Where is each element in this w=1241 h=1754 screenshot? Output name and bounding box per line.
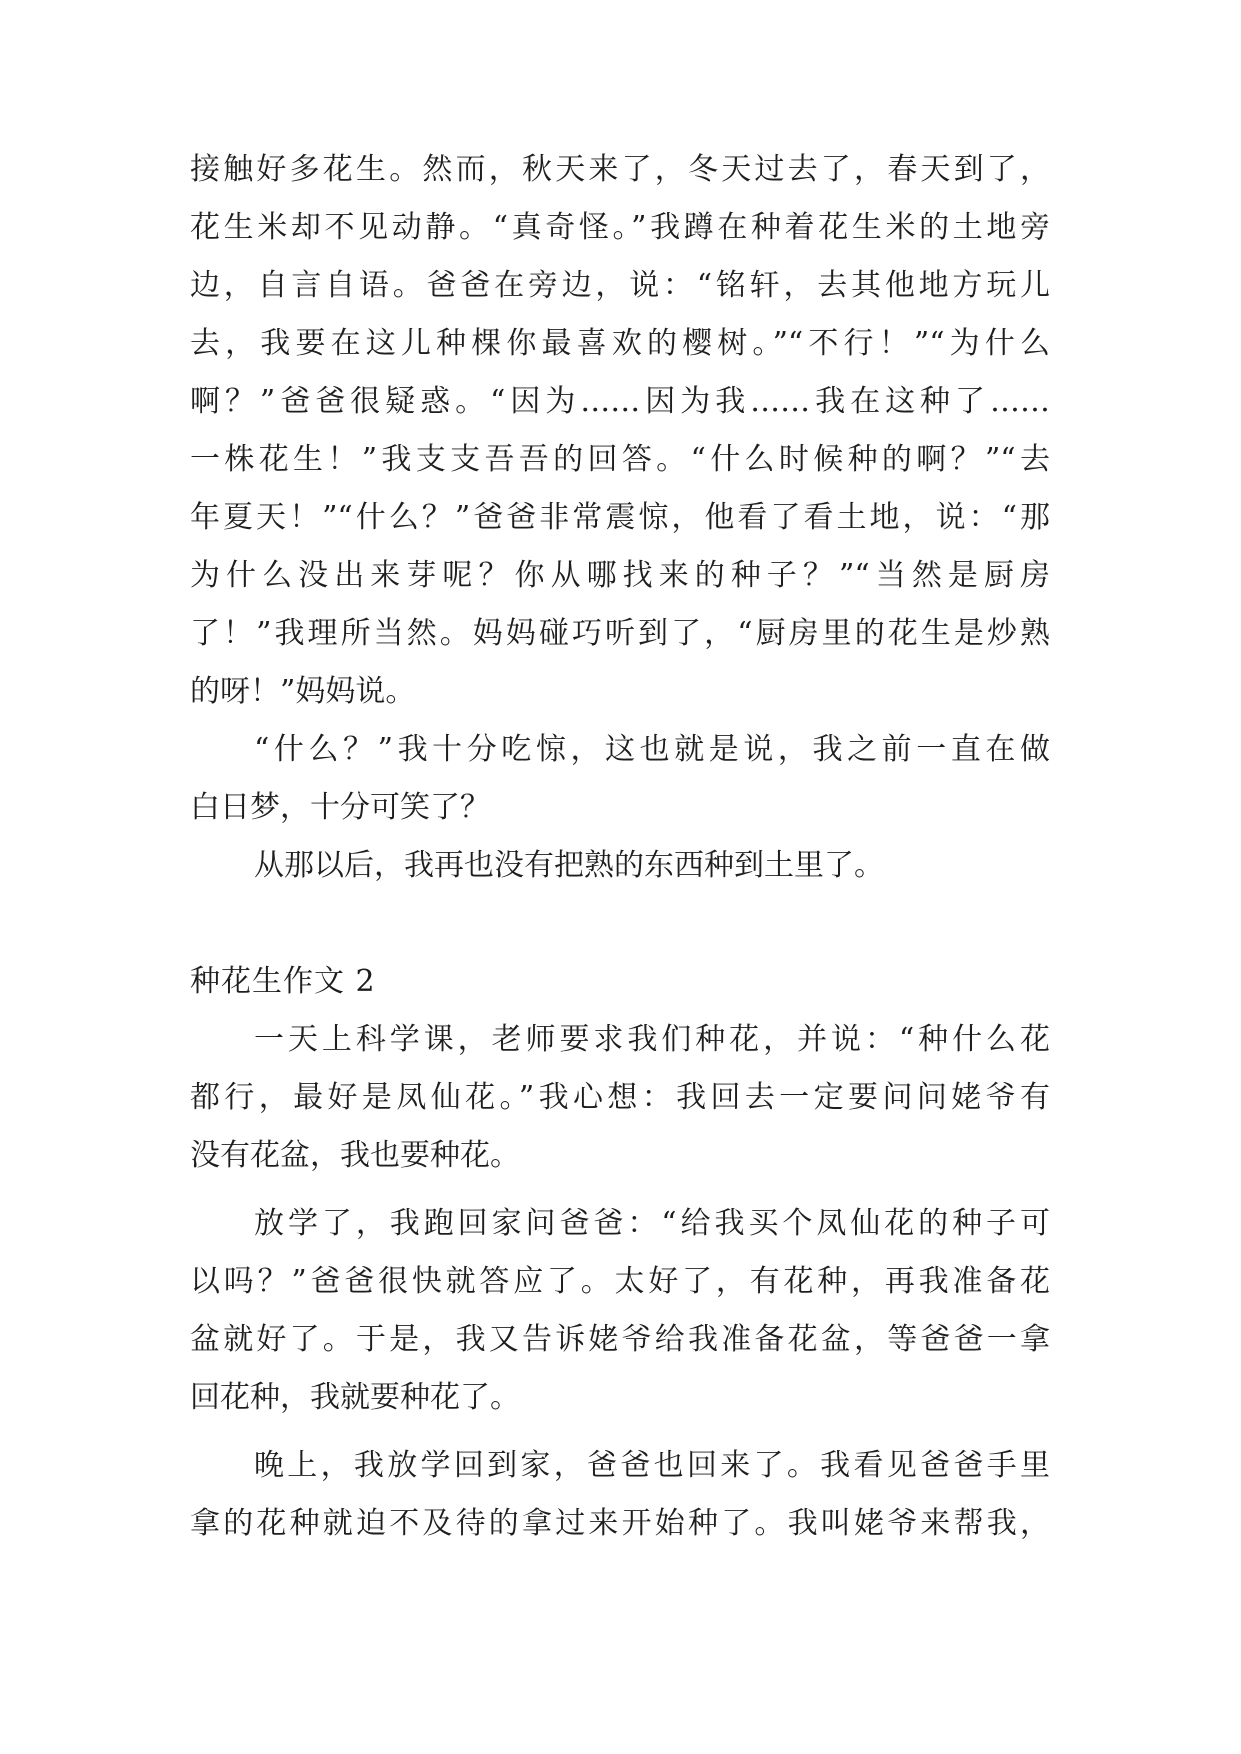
section-heading: 种花生作文 2 (190, 964, 376, 999)
text-line: 了！”我理所当然。妈妈碰巧听到了，“厨房里的花生是炒熟 (190, 616, 1050, 651)
text-line: 拿的花种就迫不及待的拿过来开始种了。我叫姥爷来帮我， (190, 1506, 1050, 1541)
text-line: 的呀！”妈妈说。 (190, 674, 416, 709)
paragraph-first-line: 放学了，我跑回家问爸爸：“给我买个凤仙花的种子可 (254, 1206, 1050, 1241)
text-line: 年夏天！”“什么？”爸爸非常震惊，他看了看土地，说：“那 (190, 500, 1050, 535)
text-line: 以吗？”爸爸很快就答应了。太好了，有花种，再我准备花 (190, 1264, 1050, 1299)
paragraph-first-line: “什么？”我十分吃惊，这也就是说，我之前一直在做 (254, 732, 1050, 767)
paragraph-first-line: 一天上科学课，老师要求我们种花，并说：“种什么花 (254, 1022, 1050, 1057)
paragraph-first-line: 从那以后，我再也没有把熟的东西种到土里了。 (254, 848, 884, 883)
paragraph-first-line: 晚上，我放学回到家，爸爸也回来了。我看见爸爸手里 (254, 1448, 1050, 1483)
text-line: 白日梦，十分可笑了？ (190, 790, 490, 825)
text-line: 为什么没出来芽呢？你从哪找来的种子？”“当然是厨房 (190, 558, 1050, 593)
text-line: 接触好多花生。然而，秋天来了，冬天过去了，春天到了， (190, 152, 1050, 187)
text-line: 盆就好了。于是，我又告诉姥爷给我准备花盆，等爸爸一拿 (190, 1322, 1050, 1357)
text-line: 没有花盆，我也要种花。 (190, 1138, 520, 1173)
text-line: 回花种，我就要种花了。 (190, 1380, 520, 1415)
text-line: 去，我要在这儿种棵你最喜欢的樱树。”“不行！”“为什么 (190, 326, 1050, 361)
text-line: 花生米却不见动静。“真奇怪。”我蹲在种着花生米的土地旁 (190, 210, 1050, 245)
text-line: 一株花生！”我支支吾吾的回答。“什么时候种的啊？”“去 (190, 442, 1050, 477)
text-line: 都行，最好是凤仙花。”我心想：我回去一定要问问姥爷有 (190, 1080, 1050, 1115)
text-line: 边，自言自语。爸爸在旁边，说：“铭轩，去其他地方玩儿 (190, 268, 1050, 303)
text-line: 啊？”爸爸很疑惑。“因为……因为我……我在这种了…… (190, 384, 1050, 419)
